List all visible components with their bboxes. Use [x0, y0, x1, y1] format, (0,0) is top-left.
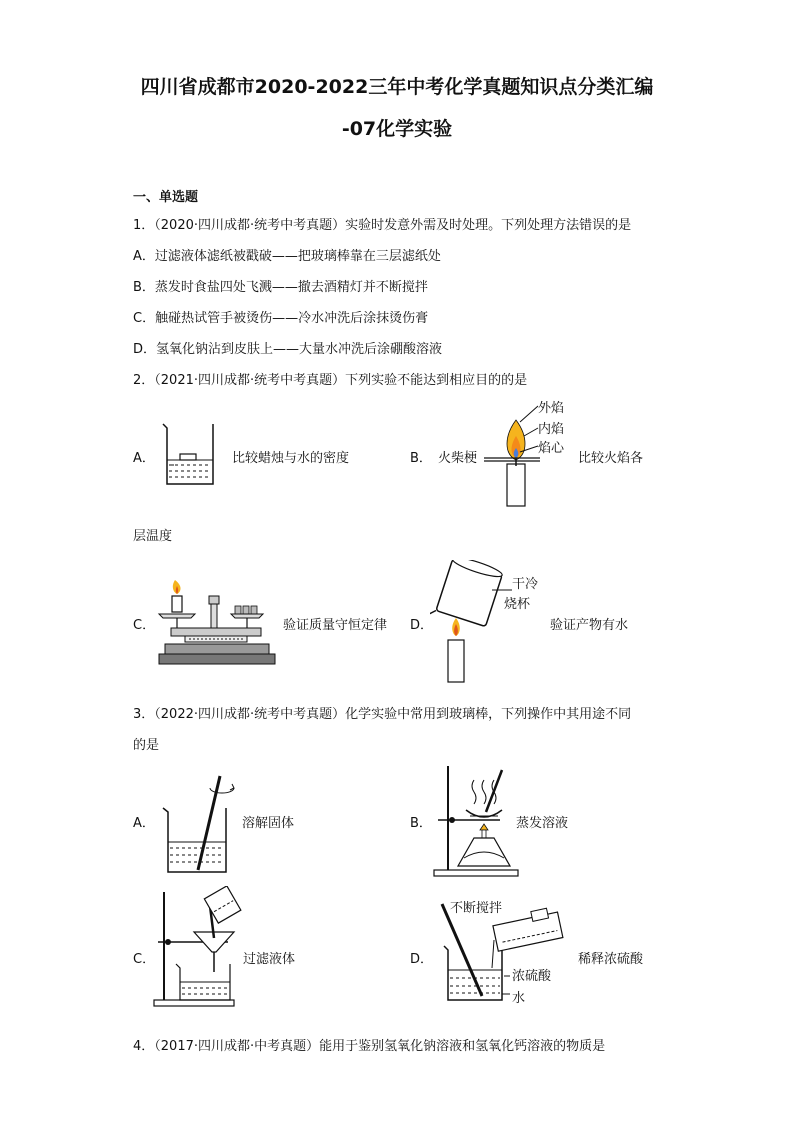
stir-label: 不断搅拌	[450, 901, 503, 916]
flame-core-label: 焰心	[538, 441, 565, 456]
q2-a-text: 比较蜡烛与水的密度	[232, 451, 350, 466]
q1-option-b: B．蒸发时食盐四处飞溅——撤去酒精灯并不断搅拌	[133, 280, 428, 295]
dry-beaker-label-1: 干冷	[512, 577, 539, 592]
q1-stem: 1．（2020·四川成都·统考中考真题）实验时发意外需及时处理。下列处理方法错误的是	[133, 218, 632, 233]
q2-b-text: 比较火焰各	[578, 451, 644, 466]
balance-candle-figure	[155, 568, 280, 672]
q3-b-letter: B．	[410, 816, 432, 831]
dry-beaker-label-2: 烧杯	[504, 597, 531, 612]
q3-c-text: 过滤液体	[243, 952, 296, 967]
doc-title-line1: 四川省成都市2020-2022三年中考化学真题知识点分类汇编	[140, 76, 654, 98]
q3-d-letter: D．	[410, 952, 434, 967]
q3-a-letter: A．	[133, 816, 155, 831]
q2-c-letter: C．	[133, 618, 156, 633]
q1-option-d: D．氢氧化钠沾到皮肤上——大量水冲洗后涂硼酸溶液	[133, 342, 443, 357]
q3-d-text: 稀释浓硫酸	[578, 952, 644, 967]
doc-title-line2: -07化学实验	[341, 118, 453, 140]
q3-b-text: 蒸发溶液	[516, 816, 569, 831]
q3-a-text: 溶解固体	[242, 816, 295, 831]
q3-stem-line2: 的是	[133, 738, 160, 753]
candle-flame-figure	[480, 396, 575, 508]
dilute-acid-figure	[430, 896, 570, 1008]
filtration-figure	[150, 886, 245, 1010]
section-heading: 一、单选题	[133, 190, 199, 205]
water-label: 水	[512, 991, 526, 1006]
q2-stem: 2．（2021·四川成都·统考中考真题）下列实验不能达到相应目的的是	[133, 373, 528, 388]
q1-option-a: A．过滤液体滤纸被戳破——把玻璃棒靠在三层滤纸处	[133, 249, 441, 264]
q2-b-stick-label: 火柴梗	[438, 451, 478, 466]
q3-stem-line1: 3．（2022·四川成都·统考中考真题）化学实验中常用到玻璃棒，下列操作中其用途不同	[133, 707, 632, 722]
q1-option-c: C．触碰热试管手被烫伤——冷水冲洗后涂抹烫伤膏	[133, 311, 429, 326]
q3-c-letter: C．	[133, 952, 156, 967]
evaporation-figure	[430, 762, 525, 880]
dry-beaker-candle-figure	[430, 560, 540, 684]
q2-d-letter: D．	[410, 618, 434, 633]
beaker-wax-figure	[160, 420, 220, 490]
outer-flame-label: 外焰	[538, 401, 565, 416]
dissolve-solid-figure	[160, 772, 240, 876]
q2-d-text: 验证产物有水	[550, 618, 629, 633]
q2-b-letter: B．	[410, 451, 432, 466]
q2-c-text: 验证质量守恒定律	[283, 618, 388, 633]
inner-flame-label: 内焰	[538, 422, 565, 437]
q2-a-letter: A．	[133, 451, 155, 466]
acid-label: 浓硫酸	[512, 969, 552, 984]
q4-stem: 4．（2017·四川成都·中考真题）能用于鉴别氢氧化钠溶液和氢氧化钙溶液的物质是	[133, 1039, 606, 1054]
q2-b-text-cont: 层温度	[133, 529, 173, 544]
